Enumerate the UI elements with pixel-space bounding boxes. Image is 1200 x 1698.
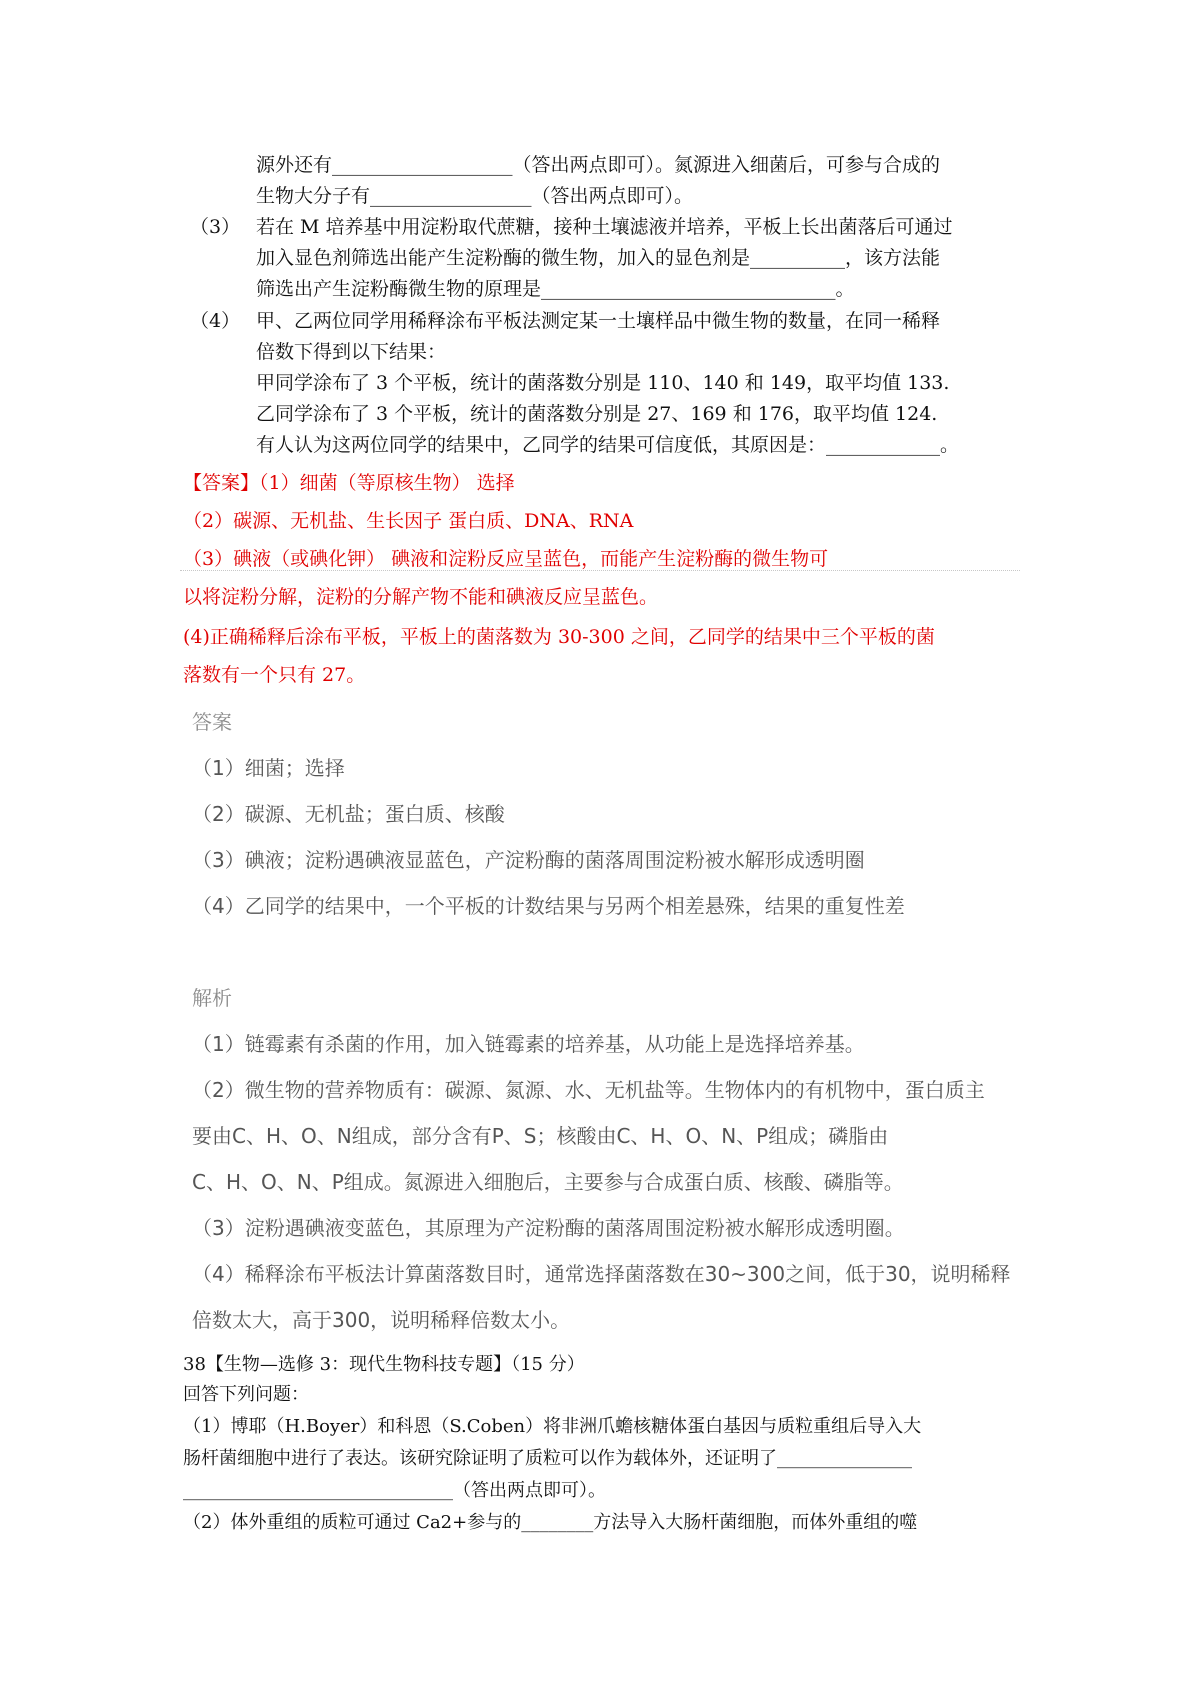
answer-line: (4)正确稀释后涂布平板，平板上的菌落数为 30-300 之间，乙同学的结果中三个平板的菌 <box>183 626 935 648</box>
analysis-line: 倍数太大，高于300，说明稀释倍数太小。 <box>192 1308 571 1332</box>
answer-line: （3）碘液；淀粉遇碘液显蓝色，产淀粉酶的菌落周围淀粉被水解形成透明圈 <box>192 848 865 872</box>
analysis-line: （3）淀粉遇碘液变蓝色，其原理为产淀粉酶的菌落周围淀粉被水解形成透明圈。 <box>192 1216 905 1240</box>
analysis-line: 要由C、H、O、N组成，部分含有P、S；核酸由C、H、O、N、P组成；磷脂由 <box>192 1124 889 1148</box>
question-38-title: 38【生物—选修 3：现代生物科技专题】（15 分） <box>183 1354 585 1375</box>
analysis-heading: 解析 <box>192 986 232 1010</box>
answer-line: 以将淀粉分解，淀粉的分解产物不能和碘液反应呈蓝色。 <box>183 586 659 608</box>
analysis-line: （1）链霉素有杀菌的作用，加入链霉素的培养基，从功能上是选择培养基。 <box>192 1032 865 1056</box>
question-line: （1）博耶（H.Boyer）和科恩（S.Coben）将非洲爪蟾核糖体蛋白基因与质粒重组后导入大 <box>183 1416 922 1437</box>
question-line: 甲同学涂布了 3 个平板，统计的菌落数分别是 110、140 和 149，取平均值 133. <box>256 372 950 394</box>
answer-line: （1）细菌；选择 <box>192 756 345 780</box>
question-line: （2）体外重组的质粒可通过 Ca2+参与的________方法导入大肠杆菌细胞，而体外重组的噬 <box>183 1512 918 1533</box>
answer-line: （2）碳源、无机盐、生长因子 蛋白质、DNA、RNA <box>183 510 634 532</box>
question-line: 加入显色剂筛选出能产生淀粉酶的微生物，加入的显色剂是__________，该方法能 <box>256 247 941 269</box>
question-line: 筛选出产生淀粉酶微生物的原理是_______________________________。 <box>256 278 855 300</box>
question-line: ______________________________（答出两点即可）。 <box>183 1480 606 1501</box>
question-line: 有人认为这两位同学的结果中，乙同学的结果可信度低，其原因是：____________。 <box>256 434 960 456</box>
divider <box>180 570 1020 571</box>
question-number: （3） <box>190 216 241 238</box>
question-line: 倍数下得到以下结果： <box>256 341 447 363</box>
answer-line: 【答案】（1）细菌（等原核生物） 选择 <box>183 472 515 494</box>
question-line: 源外还有___________________（答出两点即可）。氮源进入细菌后，可参与合成的 <box>256 154 941 176</box>
question-line: 生物大分子有_________________（答出两点即可）。 <box>256 185 694 207</box>
question-line: 回答下列问题： <box>183 1384 309 1405</box>
question-line: 乙同学涂布了 3 个平板，统计的菌落数分别是 27、169 和 176，取平均值 124. <box>256 403 938 425</box>
question-line: 若在 M 培养基中用淀粉取代蔗糖，接种土壤滤液并培养，平板上长出菌落后可通过 <box>256 216 953 238</box>
analysis-line: （2）微生物的营养物质有：碳源、氮源、水、无机盐等。生物体内的有机物中，蛋白质主 <box>192 1078 985 1102</box>
analysis-line: （4）稀释涂布平板法计算菌落数目时，通常选择菌落数在30~300之间，低于30，说明稀释 <box>192 1262 1011 1286</box>
question-line: 甲、乙两位同学用稀释涂布平板法测定某一土壤样品中微生物的数量，在同一稀释 <box>256 310 941 332</box>
answer-line: （4）乙同学的结果中，一个平板的计数结果与另两个相差悬殊，结果的重复性差 <box>192 894 905 918</box>
question-line: 肠杆菌细胞中进行了表达。该研究除证明了质粒可以作为载体外，还证明了_______________ <box>183 1448 912 1469</box>
question-number: （4） <box>190 310 241 332</box>
answer-line: （3）碘液（或碘化钾） 碘液和淀粉反应呈蓝色，而能产生淀粉酶的微生物可 <box>183 548 829 570</box>
answer-heading: 答案 <box>192 710 232 734</box>
analysis-line: C、H、O、N、P组成。氮源进入细胞后，主要参与合成蛋白质、核酸、磷脂等。 <box>192 1170 904 1194</box>
answer-line: （2）碳源、无机盐；蛋白质、核酸 <box>192 802 505 826</box>
answer-line: 落数有一个只有 27。 <box>183 664 366 686</box>
